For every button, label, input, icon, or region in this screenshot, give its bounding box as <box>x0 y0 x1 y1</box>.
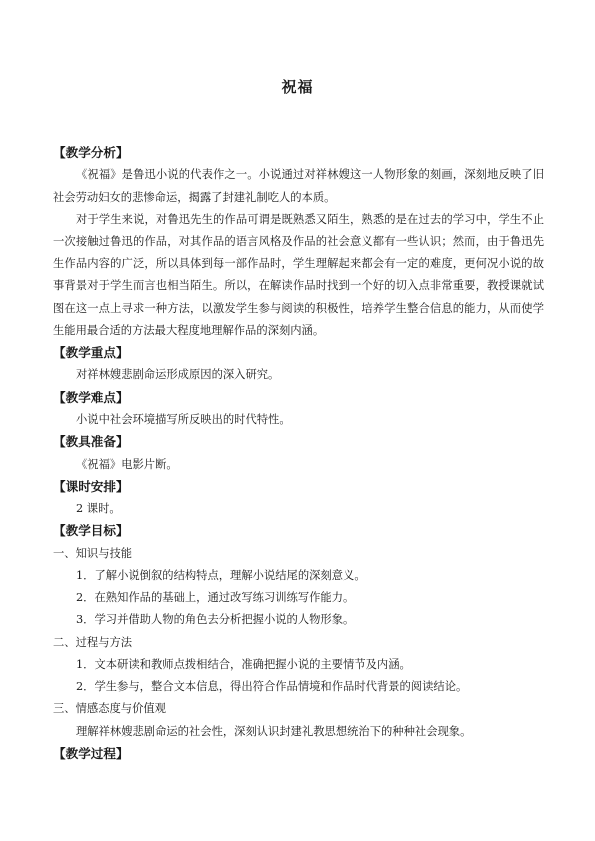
paragraph: 2 课时。 <box>76 502 121 516</box>
document-body <box>53 142 544 765</box>
section-process <box>53 743 544 765</box>
goal-item: 2．在熟知作品的基础上，通过改写练习训练写作能力。 <box>76 591 355 605</box>
paragraph: 《祝福》是鲁迅小说的代表作之一。小说通过对祥林嫂这一人物形象的刻画，深刻地反映了旧社会劳动妇女的悲惨命运，揭露了封建礼制吃人的本质。 <box>53 168 544 204</box>
section-analysis <box>53 142 544 342</box>
goal-category-process: 二、过程与方法 <box>53 635 133 649</box>
section-heading: 【课时安排】 <box>53 478 129 494</box>
goal-item: 3．学习并借助人物的角色去分析把握小说的人物形象。 <box>76 613 355 627</box>
section-key-points <box>53 342 544 387</box>
goal-category-emotion: 三、情感态度与价值观 <box>53 702 166 716</box>
goal-category-knowledge: 一、知识与技能 <box>53 546 133 560</box>
goal-text: 理解祥林嫂悲剧命运的社会性，深刻认识封建礼教思想统治下的种种社会现象。 <box>76 724 472 738</box>
paragraph: 《祝福》电影片断。 <box>76 457 178 471</box>
section-heading: 【教具准备】 <box>53 434 129 450</box>
paragraph: 对于学生来说，对鲁迅先生的作品可谓是既熟悉又陌生，熟悉的是在过去的学习中，学生不止一次接触过鲁迅的作品，对其作品的语言风格及作品的社会意义都有一些认识；然而，由于鲁迅先生作品内容的广泛，所以具体到每一部作品时，学生理解起来都会有一定的难度，更何况小说的故事背景对于学生而言也相当陌生。所以，在解读作品时找到一个好的切入点非常重要，教授课就试图在这一点上寻求一种方法，以激发学生参与阅读的积极性，培养学生整合信息的能力，从而使学生能用最合适的方法最大程度地理解作品的深刻内涵。 <box>53 212 544 337</box>
document-title: 祝福 <box>281 78 314 96</box>
section-heading: 【教学难点】 <box>53 389 129 405</box>
section-heading: 【教学重点】 <box>53 345 129 361</box>
section-schedule <box>53 476 544 521</box>
goal-item: 1．文本研读和教师点拨相结合，准确把握小说的主要情节及内涵。 <box>76 657 411 671</box>
section-heading: 【教学过程】 <box>53 745 129 761</box>
section-difficulties <box>53 387 544 432</box>
section-goals <box>53 520 544 742</box>
goal-item: 2．学生参与，整合文本信息，得出符合作品情境和作品时代背景的阅读结论。 <box>76 680 468 694</box>
section-heading: 【教学目标】 <box>53 523 129 539</box>
paragraph: 小说中社会环境描写所反映出的时代特性。 <box>76 413 291 427</box>
paragraph: 对祥林嫂悲剧命运形成原因的深入研究。 <box>76 368 280 382</box>
goal-item: 1．了解小说倒叙的结构特点，理解小说结尾的深刻意义。 <box>76 569 366 583</box>
section-heading: 【教学分析】 <box>53 145 129 160</box>
section-materials <box>53 431 544 476</box>
